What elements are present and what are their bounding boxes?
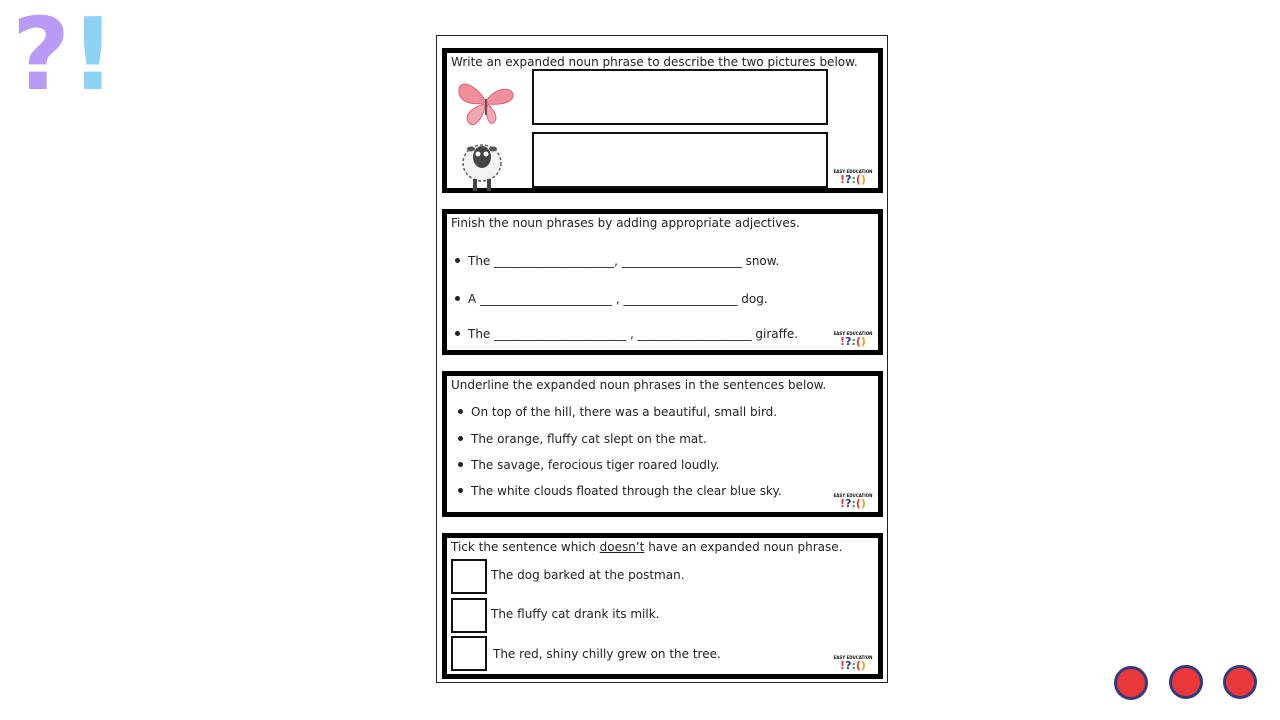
title-emphasis: doesn’t <box>599 540 645 554</box>
brand-text: EASY EDUCATION <box>833 493 873 498</box>
phrase-text: A ______________________ , ___________________ dog. <box>468 292 768 306</box>
brand-text: EASY EDUCATION <box>833 655 873 660</box>
brand-punctuation: !?:() <box>840 659 866 672</box>
sentence-text: The orange, fluffy cat slept on the mat. <box>471 432 707 446</box>
sentence-text: The savage, ferocious tiger roared loudly. <box>471 458 720 472</box>
list-item <box>458 484 782 498</box>
logo-question-mark: ? <box>12 0 71 113</box>
bullet-icon <box>458 462 463 467</box>
section-title <box>451 540 842 554</box>
tick-checkbox-2[interactable] <box>451 598 487 633</box>
title-part: have an expanded noun phrase. <box>644 540 843 554</box>
list-item <box>458 405 777 419</box>
brand-text: EASY EDUCATION <box>833 169 873 174</box>
section-title: Write an expanded noun phrase to describe the two pictures below. <box>451 55 858 69</box>
brand-mark <box>830 655 876 672</box>
sheep-icon <box>459 135 505 193</box>
title-part: Tick the sentence which <box>451 540 600 554</box>
brand-punctuation: !?:() <box>840 335 866 348</box>
section-describe-pictures <box>442 48 883 193</box>
bullet-icon <box>458 436 463 441</box>
difficulty-dot-icon <box>1114 666 1148 700</box>
difficulty-dot-icon <box>1223 665 1257 699</box>
tick-checkbox-1[interactable] <box>451 559 487 594</box>
difficulty-dot-icon <box>1169 665 1203 699</box>
logo-exclamation-mark: ! <box>70 0 116 113</box>
sentence-text: The white clouds floated through the clear blue sky. <box>471 484 782 498</box>
logo <box>12 0 116 113</box>
butterfly-icon <box>453 71 519 133</box>
section-title: Finish the noun phrases by adding appropriate adjectives. <box>451 216 800 230</box>
bullet-icon <box>458 488 463 493</box>
phrase-text: The ____________________, ____________________ snow. <box>468 254 780 268</box>
list-item <box>455 327 798 341</box>
answer-box-sheep[interactable] <box>532 132 828 188</box>
tick-sentence-text: The fluffy cat drank its milk. <box>491 607 660 621</box>
brand-mark <box>830 169 876 186</box>
tick-checkbox-3[interactable] <box>451 636 487 671</box>
list-item <box>455 292 768 306</box>
sentence-text: On top of the hill, there was a beautiful, small bird. <box>471 405 778 419</box>
tick-sentence-text: The red, shiny chilly grew on the tree. <box>493 647 721 661</box>
brand-punctuation: !?:() <box>840 497 866 510</box>
list-item <box>458 432 707 446</box>
bullet-icon <box>455 258 460 263</box>
brand-text: EASY EDUCATION <box>833 331 873 336</box>
tick-sentence-text: The dog barked at the postman. <box>491 568 685 582</box>
phrase-text: The ______________________ , ___________________ giraffe. <box>468 327 799 341</box>
list-item <box>455 254 779 268</box>
brand-mark <box>830 493 876 510</box>
brand-mark <box>830 331 876 348</box>
answer-box-butterfly[interactable] <box>532 69 828 125</box>
brand-punctuation: !?:() <box>840 173 866 186</box>
bullet-icon <box>455 296 460 301</box>
list-item <box>458 458 719 472</box>
section-title: Underline the expanded noun phrases in the sentences below. <box>451 378 827 392</box>
section-tick-sentence <box>442 533 883 679</box>
section-finish-noun-phrases <box>442 209 883 355</box>
bullet-icon <box>458 409 463 414</box>
section-underline-phrases <box>442 371 883 517</box>
bullet-icon <box>455 331 460 336</box>
worksheet <box>436 35 888 683</box>
